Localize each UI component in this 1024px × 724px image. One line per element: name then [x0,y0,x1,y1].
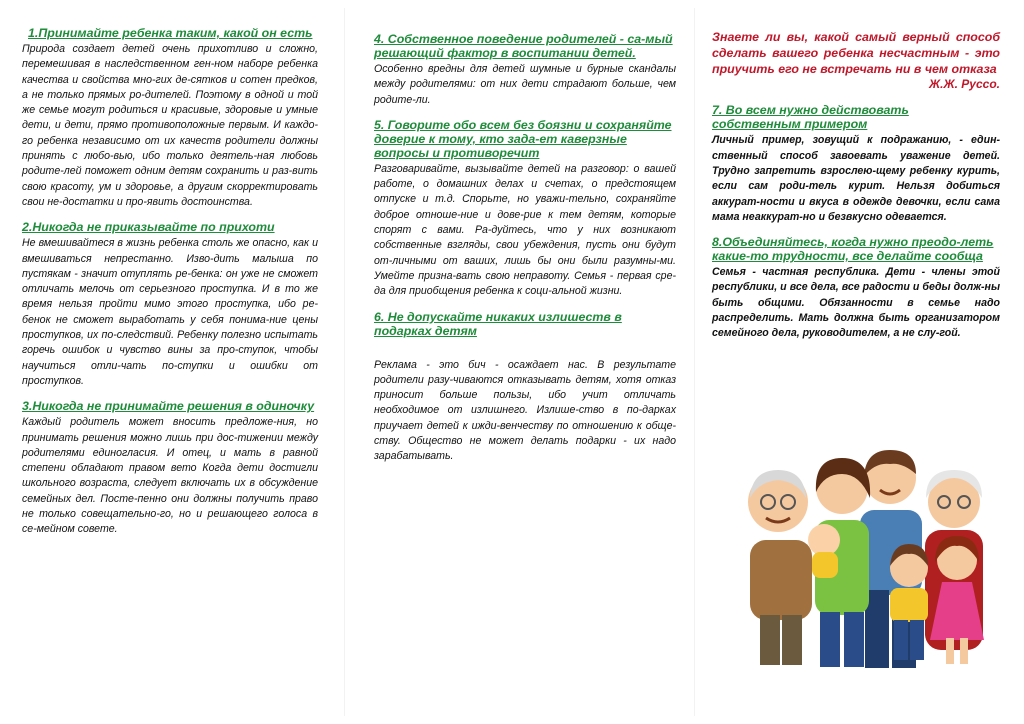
rousseau-quote: Знаете ли вы, какой самый верный способ сделать вашего ребенка несчастным - это приучить его не встречать ни в чем отказа [712,30,1000,76]
quote-author: Ж.Ж. Руссо. [929,77,1000,92]
section-7-heading: 7. Во всем нужно действовать собственным примером [712,103,909,132]
section-6-text: Реклама - это бич - осаждает нас. В результате родители разу-чиваются отказывать детям, хотя отказ приносит больше пользы, ибо учит отличать необходимое от излишнего. Излише-ство в по-дарках приучает детей к ижди-венчеству по отношению к обще-ству. Общество не может делать подарки - их надо зарабатывать. [374,358,676,463]
section-5-heading: 5. Говорите обо всем без боязни и сохраняйте доверие к тому, кто зада-ет каверзные вопросы и противоречит [374,117,672,160]
section-4-heading: 4. Собственное поведение родителей - са-мый решающий фактор в воспитании детей. [374,32,673,60]
section-4-text: Особенно вредны для детей шумные и бурные скандалы между родителями: от них дети страдают больше, чем родите-ли. [374,63,676,106]
section-1-heading: 1.Принимайте ребенка таким, какой он есть [28,26,313,40]
section-6-heading: 6. Не допускайте никаких излишеств в подарках детям [374,309,622,338]
section-1-text: Природа создает детей очень прихотливо и сложно, перемешивая в наследственном ген-ном наборе ребенка качества и свойства мно-гих де-сятков и сотен предков, а не только прямых ро-дителей. Поэтому в одной и той же семье могут родиться и красивые, здоровые и умные дети, и дети, прямо противоположные первым. И каждо-го ребенка независимо от их качеств родители должны принять с любо-вью, ибо только деятель-ная любовь родите-лей поможет одним детям сохранить и раз-вить свою красоту, ум и здоровье, а другим скорректировать свои не-достатки и про-явить достоинства. [22,43,318,208]
fold-line [344,8,345,716]
column-1 [22,0,318,724]
section-2-heading: 2.Никогда не приказывайте по прихоти [22,220,275,235]
fold-line [694,8,695,716]
mother-figure [808,458,870,667]
grandfather-figure [748,470,812,665]
section-2-text: Не вмешивайтеся в жизнь ребенка столь же опасно, как и вмешиваться непрестанно. Изво-дить малыша по пустякам - значит отуплять ре-бенка: он уже не сможет отличать мелочь от серьезного проступка. И в то же время нельзя пройти мимо этого проступка, ибо ре-бенок не сможет выработать у себя понима-ние цены проступков, их по-следствий. Ребенку полезно испытать горечь ошибок и чувство вины за про-ступок, чтобы научиться отли-чать по-ступки и ошибки от проступков. [22,237,318,387]
section-5-text: Разговаривайте, вызывайте детей на разговор: о вашей работе, о домашних делах и счетах, о предстоящем отпуске и т.д. Спорьте, но уважи-тельно, сохраняйте доброе отноше-ние и дове-рие к тем детям, которые спорят с вами. Ра-дуйтесь, что у них возникают собственные взгляды, свои убеждения, пусть они будут от-личными от ваших, лишь бы они были разумны-ми. Умейте призна-вать свою неправоту. Семья - первая сре-да для приобщения ребенка к соци-альной жизни. [374,162,676,298]
section-3-heading: 3.Никогда не принимайте решения в одиночку [22,399,315,414]
section-3-text: Каждый родитель может вносить предложе-ния, но принимать решения можно лишь при дос-тижении между родителями единогласия. И отец, и мать в равной степени обладают правом вето Когда дети достигли школьного возраста, следует включать их в обсуждение семейных дел. Посте-пенно они должны получить право не только совещательно-го, но и решающего голоса в се-мейном совете. [22,416,318,536]
column-2 [374,0,676,724]
section-8-heading: 8.Объединяйтесь, когда нужно преодо-леть какие-то трудности, все делайте сообща [712,235,994,264]
section-7-text: Личный пример, зовущий к подражанию, - един-ственный способ завоевать уважение детей. Трудно запретить взрослею-щему ребенку курить, если сам роди-тель курит. Нельзя добиться аккурат-ности и вкуса в одежде девочки, если сама мама неаккурат-но и безвкусно одевается. [712,134,1000,223]
family-illustration [720,440,1000,672]
section-8-text: Семья - частная республика. Дети - члены этой республики, и все дела, все радости и беды долж-ны быть общими. Обязанности в семье надо распределить. Мать должна быть организатором семейного дела, руководителем, а не слу-гой. [712,266,1000,340]
